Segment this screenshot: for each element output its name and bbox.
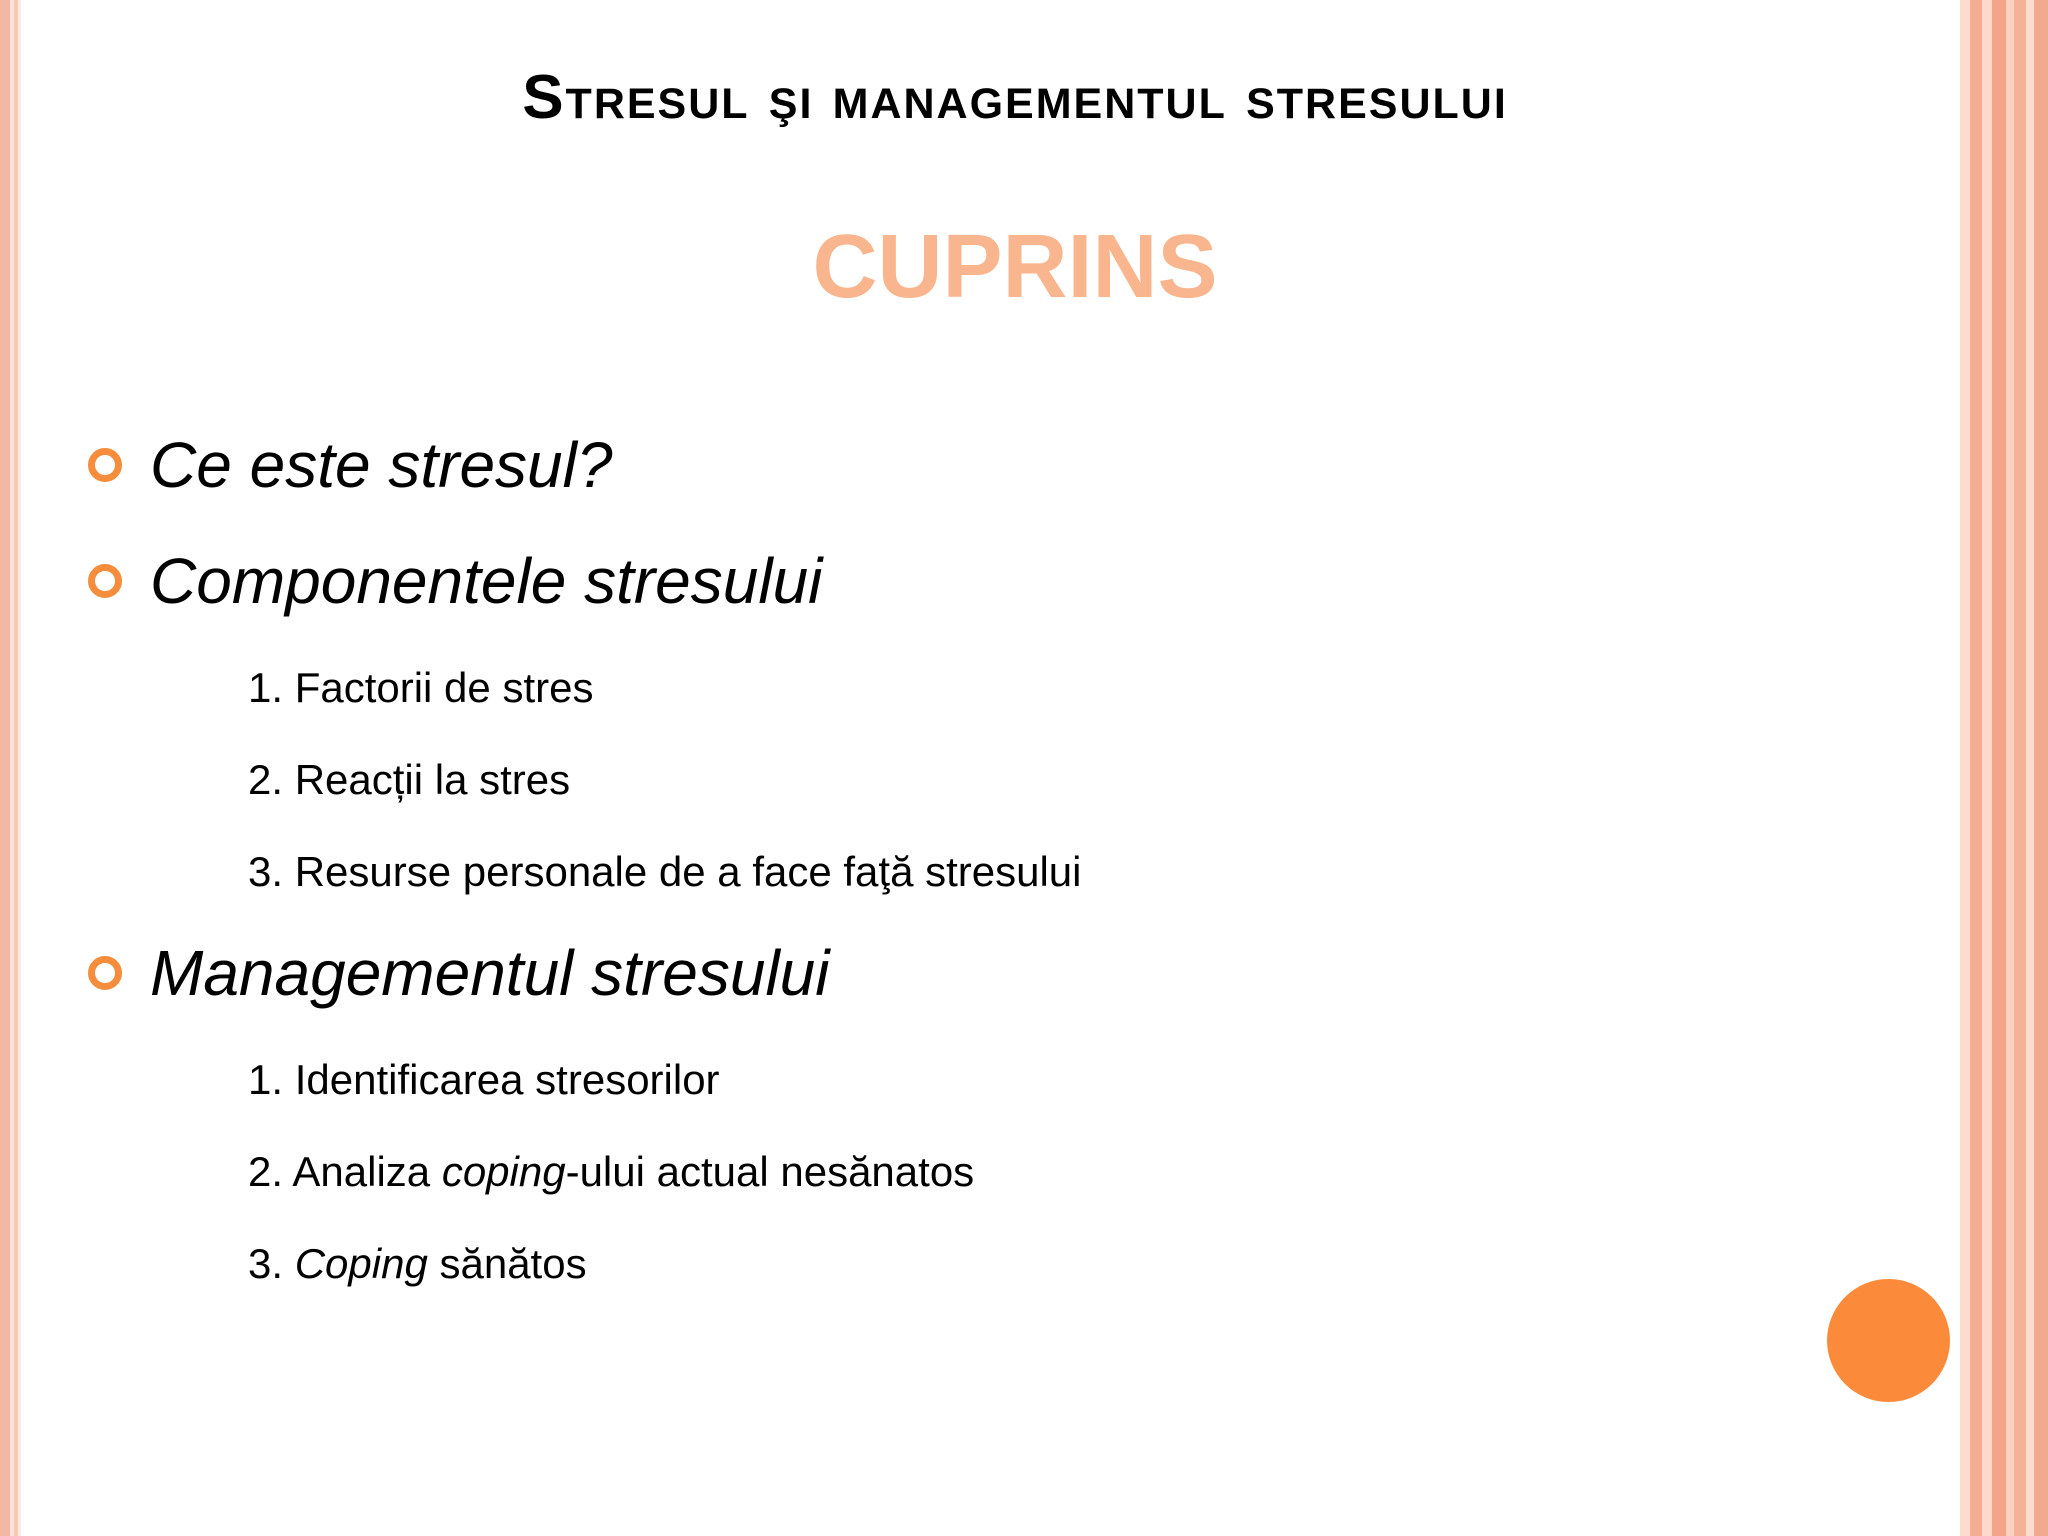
bullet-item [88, 428, 612, 502]
item-text-pre: Analiza [292, 1148, 442, 1195]
item-text: Resurse personale de a face faţă stresului [294, 848, 1082, 895]
ring-bullet-icon [88, 956, 122, 990]
item-number: 2. [248, 1148, 284, 1195]
item-number: 2. [248, 756, 284, 803]
bullet-item [88, 544, 822, 618]
item-text-post: -ului actual nesănatos [565, 1148, 975, 1195]
item-text: Reacții la stres [294, 756, 571, 803]
bullet-label: Componentele stresului [150, 545, 823, 617]
item-number: 3. [248, 848, 284, 895]
right-border-stripe [2034, 0, 2048, 1536]
bullet-item [88, 936, 829, 1010]
item-number: 1. [248, 1056, 284, 1103]
bullet-label: Managementul stresului [150, 937, 830, 1009]
ring-bullet-icon [88, 564, 122, 598]
sub-list-item [248, 664, 593, 712]
bullet-label: Ce este stresul? [150, 429, 613, 501]
item-number: 3. [248, 1240, 284, 1287]
item-text-emphasis: Coping [294, 1240, 428, 1287]
sub-list-item [248, 848, 1082, 896]
sub-list-item [248, 756, 570, 804]
sub-list-item [248, 1056, 720, 1104]
item-number: 1. [248, 664, 284, 711]
decorative-circle [1827, 1279, 1950, 1402]
slide-subtitle: CUPRINS [812, 217, 1218, 317]
sub-list-item [248, 1240, 587, 1288]
item-text: Identificarea stresorilor [294, 1056, 720, 1103]
sub-list-item [248, 1148, 974, 1196]
item-text-post: sănătos [427, 1240, 587, 1287]
item-text: Factorii de stres [294, 664, 594, 711]
ring-bullet-icon [88, 448, 122, 482]
slide-title: Stresul şi managementul stresului [522, 63, 1508, 132]
item-text-emphasis: coping [441, 1148, 566, 1195]
